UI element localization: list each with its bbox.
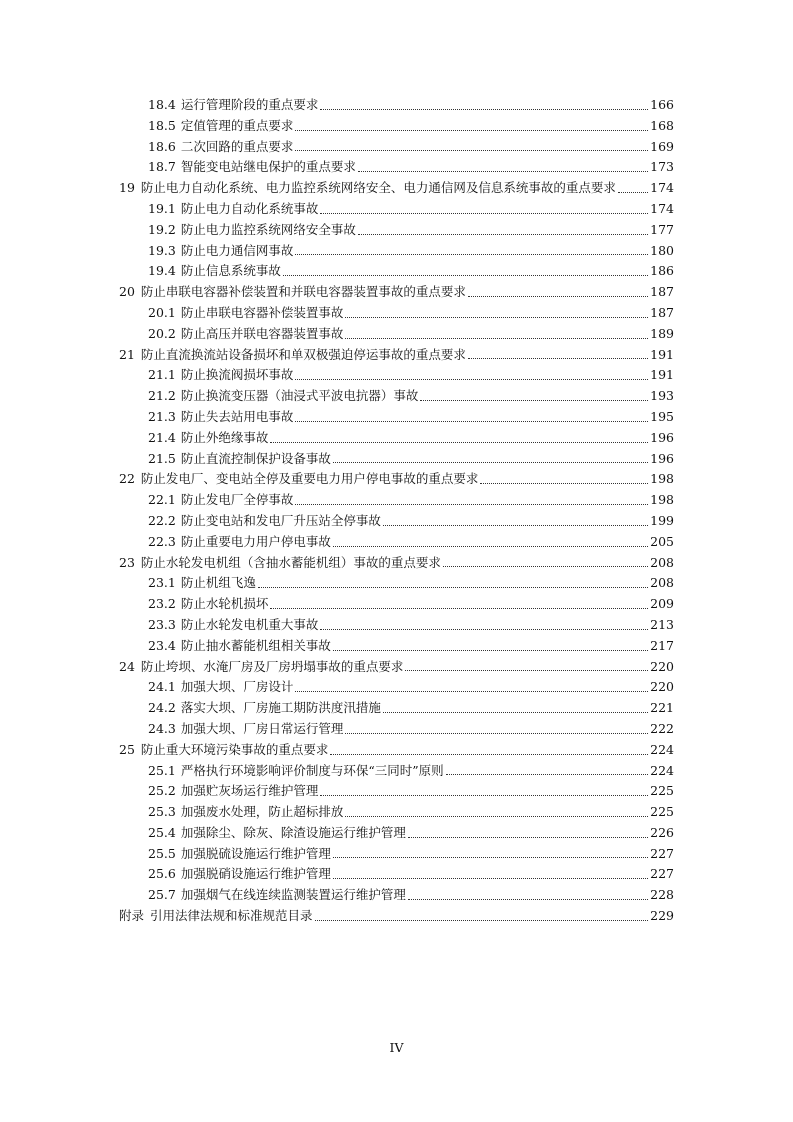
toc-entry-number: 20.2 bbox=[148, 325, 176, 341]
toc-entry[interactable] bbox=[0, 261, 674, 282]
toc-entry[interactable] bbox=[0, 594, 674, 615]
toc-entry-number: 19.3 bbox=[148, 242, 176, 258]
toc-entry[interactable] bbox=[0, 906, 674, 927]
toc-entry-title: 防止信息系统事故 bbox=[180, 263, 281, 279]
page-number: IV bbox=[389, 1040, 404, 1055]
toc-entry-number: 23.3 bbox=[148, 616, 176, 632]
toc-entry-number: 25 bbox=[119, 741, 135, 757]
toc-entry[interactable] bbox=[0, 95, 674, 116]
toc-entry-page: 226 bbox=[650, 824, 674, 840]
dot-leader bbox=[295, 129, 648, 131]
toc-entry-number: 24.3 bbox=[148, 720, 176, 736]
toc-entry[interactable] bbox=[0, 553, 674, 574]
toc-entry[interactable] bbox=[0, 220, 674, 241]
toc-entry[interactable] bbox=[0, 615, 674, 636]
toc-entry-page: 217 bbox=[650, 637, 674, 653]
table-of-contents bbox=[0, 95, 793, 927]
dot-leader bbox=[320, 108, 648, 110]
toc-entry-title: 防止抽水蓄能机组相关事故 bbox=[180, 637, 331, 653]
toc-entry-number: 23 bbox=[119, 554, 135, 570]
toc-entry-number: 21.4 bbox=[148, 429, 176, 445]
toc-entry-number: 25.7 bbox=[148, 887, 176, 903]
toc-entry-title: 加强脱硫设施运行维护管理 bbox=[180, 845, 331, 861]
toc-entry-page: 228 bbox=[650, 887, 674, 903]
toc-entry[interactable] bbox=[0, 677, 674, 698]
dot-leader bbox=[468, 357, 648, 359]
dot-leader bbox=[320, 212, 648, 214]
toc-entry-title: 加强脱硝设施运行维护管理 bbox=[180, 866, 331, 882]
toc-entry-page: 174 bbox=[650, 200, 674, 216]
toc-entry-page: 227 bbox=[650, 866, 674, 882]
dot-leader bbox=[333, 649, 648, 651]
toc-entry-title: 防止发电厂全停事故 bbox=[180, 492, 294, 508]
toc-entry-number: 25.6 bbox=[148, 866, 176, 882]
toc-entry-page: 208 bbox=[650, 554, 674, 570]
toc-entry-number: 18.4 bbox=[148, 97, 176, 112]
toc-entry-number: 25.1 bbox=[148, 762, 176, 778]
toc-entry-title: 防止外绝缘事故 bbox=[180, 429, 269, 445]
dot-leader bbox=[345, 337, 648, 339]
toc-entry[interactable] bbox=[0, 303, 674, 324]
toc-entry[interactable] bbox=[0, 781, 674, 802]
dot-leader bbox=[295, 149, 648, 151]
toc-entry-page: 187 bbox=[650, 284, 674, 300]
toc-entry-title: 严格执行环境影响评价制度与环保“三同时”原则 bbox=[180, 762, 444, 778]
toc-entry-page: 224 bbox=[650, 741, 674, 757]
toc-entry[interactable] bbox=[0, 449, 674, 470]
toc-entry-page: 198 bbox=[650, 471, 674, 487]
toc-entry-number: 18.6 bbox=[148, 138, 176, 154]
dot-leader bbox=[333, 545, 648, 547]
toc-entry-number: 19 bbox=[119, 180, 135, 196]
dot-leader bbox=[270, 441, 648, 443]
toc-entry-title: 防止垮坝、水淹厂房及厂房坍塌事故的重点要求 bbox=[140, 658, 404, 674]
toc-entry[interactable] bbox=[0, 802, 674, 823]
toc-entry[interactable] bbox=[0, 178, 674, 199]
dot-leader bbox=[345, 732, 648, 734]
toc-entry-number: 22.2 bbox=[148, 512, 176, 528]
toc-entry-title: 加强大坝、厂房设计 bbox=[180, 679, 294, 695]
toc-entry-title: 防止直流控制保护设备事故 bbox=[180, 450, 331, 466]
toc-entry-number: 25.3 bbox=[148, 804, 176, 820]
toc-entry[interactable] bbox=[0, 324, 674, 345]
toc-entry-page: 221 bbox=[650, 700, 674, 716]
toc-entry[interactable] bbox=[0, 428, 674, 449]
toc-entry-page: 195 bbox=[650, 408, 674, 424]
toc-entry[interactable] bbox=[0, 282, 674, 303]
dot-leader bbox=[295, 253, 648, 255]
toc-entry[interactable] bbox=[0, 636, 674, 657]
dot-leader bbox=[333, 877, 648, 879]
toc-entry-title: 加强废水处理，防止超标排放 bbox=[180, 804, 344, 820]
toc-entry[interactable] bbox=[0, 532, 674, 553]
toc-entry-number: 21.2 bbox=[148, 388, 176, 404]
dot-leader bbox=[320, 794, 648, 796]
toc-entry-title: 防止换流阀损坏事故 bbox=[180, 367, 294, 383]
dot-leader bbox=[446, 773, 649, 775]
toc-entry-page: 222 bbox=[650, 720, 674, 736]
dot-leader bbox=[258, 586, 648, 588]
toc-entry[interactable] bbox=[0, 157, 674, 178]
toc-entry-page: 191 bbox=[650, 367, 674, 383]
toc-entry-page: 187 bbox=[650, 304, 674, 320]
toc-entry-number: 21.5 bbox=[148, 450, 176, 466]
toc-entry-page: 193 bbox=[650, 388, 674, 404]
dot-leader bbox=[270, 607, 648, 609]
toc-entry[interactable] bbox=[0, 345, 674, 366]
toc-entry-page: 173 bbox=[650, 159, 674, 175]
toc-entry-title: 防止失去站用电事故 bbox=[180, 408, 294, 424]
toc-entry-number: 19.2 bbox=[148, 221, 176, 237]
toc-entry-page: 196 bbox=[650, 429, 674, 445]
toc-entry-page: 208 bbox=[650, 575, 674, 591]
toc-entry-page: 189 bbox=[650, 325, 674, 341]
toc-entry[interactable] bbox=[0, 573, 674, 594]
toc-entry-page: 168 bbox=[650, 117, 674, 133]
toc-entry-number: 21 bbox=[119, 346, 135, 362]
toc-entry-number: 21.1 bbox=[148, 367, 176, 383]
dot-leader bbox=[333, 856, 648, 858]
toc-entry-page: 205 bbox=[650, 533, 674, 549]
toc-entry-number: 22 bbox=[119, 471, 135, 487]
toc-entry-title: 防止换流变压器（油浸式平波电抗器）事故 bbox=[180, 388, 419, 404]
toc-entry-number: 20 bbox=[119, 284, 135, 300]
toc-entry-title: 加强除尘、除灰、除渣设施运行维护管理 bbox=[180, 824, 406, 840]
dot-leader bbox=[443, 565, 648, 567]
dot-leader bbox=[618, 191, 648, 193]
toc-entry-number: 18.7 bbox=[148, 159, 176, 175]
toc-entry-title: 防止高压并联电容器装置事故 bbox=[180, 325, 344, 341]
toc-entry-number: 21.3 bbox=[148, 408, 176, 424]
toc-entry-page: 198 bbox=[650, 492, 674, 508]
toc-entry-page: 177 bbox=[650, 221, 674, 237]
toc-entry-title: 防止重要电力用户停电事故 bbox=[180, 533, 331, 549]
toc-entry[interactable] bbox=[0, 719, 674, 740]
toc-entry-page: 220 bbox=[650, 658, 674, 674]
toc-entry[interactable] bbox=[0, 823, 674, 844]
toc-entry-page: 220 bbox=[650, 679, 674, 695]
dot-leader bbox=[358, 170, 648, 172]
toc-entry-page: 227 bbox=[650, 845, 674, 861]
toc-entry[interactable] bbox=[0, 844, 674, 865]
toc-entry-number: 23.1 bbox=[148, 575, 176, 591]
toc-entry-title: 防止水轮发电机重大事故 bbox=[180, 616, 319, 632]
dot-leader bbox=[480, 482, 648, 484]
dot-leader bbox=[358, 233, 648, 235]
dot-leader bbox=[320, 628, 648, 630]
dot-leader bbox=[333, 461, 648, 463]
toc-entry-page: 180 bbox=[650, 242, 674, 258]
toc-entry[interactable] bbox=[0, 137, 674, 158]
dot-leader bbox=[345, 316, 648, 318]
toc-entry-number: 24.2 bbox=[148, 700, 176, 716]
toc-entry-title: 引用法律法规和标准规范目录 bbox=[150, 908, 313, 924]
toc-entry[interactable] bbox=[0, 407, 674, 428]
toc-entry-title: 防止串联电容器补偿装置事故 bbox=[180, 304, 344, 320]
dot-leader bbox=[408, 836, 648, 838]
toc-entry-title: 加强贮灰场运行维护管理 bbox=[180, 783, 319, 799]
toc-entry-page: 224 bbox=[650, 762, 674, 778]
toc-entry-page: 174 bbox=[650, 180, 674, 196]
toc-entry-title: 加强烟气在线连续监测装置运行维护管理 bbox=[180, 887, 406, 903]
toc-entry-number: 23.2 bbox=[148, 596, 176, 612]
toc-entry-number: 24.1 bbox=[148, 679, 176, 695]
dot-leader bbox=[295, 378, 648, 380]
dot-leader bbox=[295, 420, 648, 422]
toc-entry-title: 防止机组飞逸 bbox=[180, 575, 256, 591]
toc-entry-page: 209 bbox=[650, 596, 674, 612]
toc-entry[interactable] bbox=[0, 365, 674, 386]
toc-entry-title: 防止水轮发电机组（含抽水蓄能机组）事故的重点要求 bbox=[140, 554, 441, 570]
toc-entry-page: 213 bbox=[650, 616, 674, 632]
toc-entry-number: 22.3 bbox=[148, 533, 176, 549]
dot-leader bbox=[283, 274, 648, 276]
toc-entry-title: 防止电力通信网事故 bbox=[180, 242, 294, 258]
toc-entry[interactable] bbox=[0, 761, 674, 782]
dot-leader bbox=[295, 690, 648, 692]
toc-entry-number: 19.1 bbox=[148, 200, 176, 216]
dot-leader bbox=[295, 503, 648, 505]
toc-entry-title: 防止电力自动化系统事故 bbox=[180, 200, 319, 216]
dot-leader bbox=[408, 898, 648, 900]
toc-entry-title: 二次回路的重点要求 bbox=[180, 138, 294, 154]
toc-entry-number: 附录 bbox=[119, 908, 145, 924]
toc-entry[interactable] bbox=[0, 116, 674, 137]
toc-entry[interactable] bbox=[0, 864, 674, 885]
toc-entry[interactable] bbox=[0, 740, 674, 761]
toc-entry-number: 25.2 bbox=[148, 783, 176, 799]
toc-entry[interactable] bbox=[0, 199, 674, 220]
toc-entry-title: 防止电力自动化系统、电力监控系统网络安全、电力通信网及信息系统事故的重点要求 bbox=[140, 180, 616, 196]
dot-leader bbox=[345, 815, 648, 817]
toc-entry[interactable] bbox=[0, 698, 674, 719]
toc-entry-page: 225 bbox=[650, 783, 674, 799]
toc-entry-number: 22.1 bbox=[148, 492, 176, 508]
dot-leader bbox=[420, 399, 648, 401]
dot-leader bbox=[468, 295, 648, 297]
toc-entry-page: 225 bbox=[650, 804, 674, 820]
dot-leader bbox=[330, 753, 648, 755]
toc-entry-title: 防止变电站和发电厂升压站全停事故 bbox=[180, 512, 381, 528]
toc-entry-number: 25.5 bbox=[148, 845, 176, 861]
toc-entry-page: 169 bbox=[650, 138, 674, 154]
toc-entry-page: 229 bbox=[650, 908, 674, 924]
toc-entry-number: 23.4 bbox=[148, 637, 176, 653]
dot-leader bbox=[315, 919, 649, 921]
toc-entry-number: 20.1 bbox=[148, 304, 176, 320]
toc-entry-title: 防止水轮机损坏 bbox=[180, 596, 269, 612]
toc-entry-title: 运行管理阶段的重点要求 bbox=[180, 97, 319, 112]
toc-entry[interactable] bbox=[0, 386, 674, 407]
toc-entry[interactable] bbox=[0, 657, 674, 678]
toc-entry-title: 定值管理的重点要求 bbox=[180, 117, 294, 133]
toc-entry-number: 24 bbox=[119, 658, 135, 674]
toc-entry-title: 防止串联电容器补偿装置和并联电容器装置事故的重点要求 bbox=[140, 284, 466, 300]
dot-leader bbox=[405, 669, 648, 671]
toc-entry-number: 25.4 bbox=[148, 824, 176, 840]
toc-entry-page: 196 bbox=[650, 450, 674, 466]
toc-entry-title: 防止发电厂、变电站全停及重要电力用户停电事故的重点要求 bbox=[140, 471, 479, 487]
toc-entry-page: 186 bbox=[650, 263, 674, 279]
toc-entry[interactable] bbox=[0, 885, 674, 906]
toc-entry-title: 智能变电站继电保护的重点要求 bbox=[180, 159, 356, 175]
toc-entry-number: 18.5 bbox=[148, 117, 176, 133]
toc-entry[interactable] bbox=[0, 511, 674, 532]
dot-leader bbox=[383, 711, 648, 713]
dot-leader bbox=[383, 524, 648, 526]
toc-entry-title: 落实大坝、厂房施工期防洪度汛措施 bbox=[180, 700, 381, 716]
toc-entry[interactable] bbox=[0, 469, 674, 490]
toc-entry-page: 166 bbox=[650, 97, 674, 112]
toc-entry-page: 191 bbox=[650, 346, 674, 362]
toc-entry-title: 防止重大环境污染事故的重点要求 bbox=[140, 741, 329, 757]
toc-entry-title: 加强大坝、厂房日常运行管理 bbox=[180, 720, 344, 736]
toc-entry-title: 防止电力监控系统网络安全事故 bbox=[180, 221, 356, 237]
toc-entry-number: 19.4 bbox=[148, 263, 176, 279]
toc-entry-page: 199 bbox=[650, 512, 674, 528]
toc-entry-title: 防止直流换流站设备损坏和单双极强迫停运事故的重点要求 bbox=[140, 346, 466, 362]
toc-entry[interactable] bbox=[0, 490, 674, 511]
toc-entry[interactable] bbox=[0, 241, 674, 262]
